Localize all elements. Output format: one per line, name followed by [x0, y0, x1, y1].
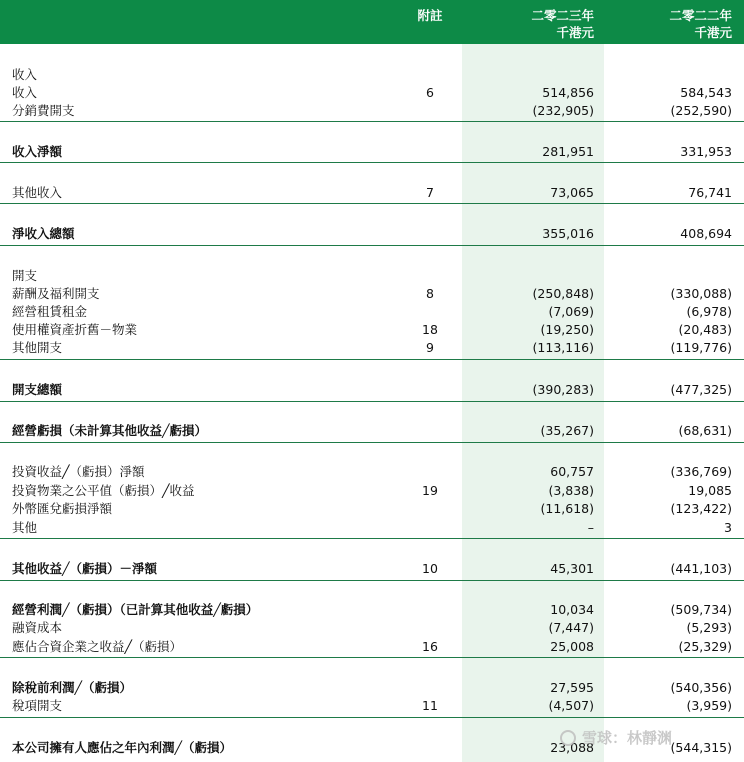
divider — [0, 359, 744, 360]
row-label: 應佔合資企業之收益╱（虧損） — [12, 639, 183, 654]
row-label: 外幣匯兌虧損淨額 — [12, 501, 113, 516]
row-label: 本公司擁有人應佔之年內利潤╱（虧損） — [12, 740, 233, 755]
value-2022: 76,741 — [688, 185, 732, 200]
row-note: 10 — [422, 561, 438, 576]
value-2023: 73,065 — [550, 185, 594, 200]
value-2022: (25,329) — [678, 639, 732, 654]
row-label: 除稅前利潤╱（虧損） — [12, 680, 133, 695]
value-2023: 23,088 — [550, 740, 594, 755]
row-note: 19 — [422, 483, 438, 498]
table-row — [0, 339, 744, 357]
row-note: 6 — [426, 85, 434, 100]
row-label: 淨收入總額 — [12, 226, 75, 241]
row-note: 16 — [422, 639, 438, 654]
row-label: 稅項開支 — [12, 698, 63, 713]
watermark — [560, 727, 672, 748]
value-2023: 514,856 — [542, 85, 594, 100]
divider — [0, 121, 744, 122]
row-note: 8 — [426, 286, 434, 301]
divider — [0, 717, 744, 718]
watermark-text: 雪球：林靜渊 — [582, 729, 673, 747]
value-2022: (544,315) — [670, 740, 732, 755]
table-row — [0, 102, 744, 120]
table-row — [0, 697, 744, 715]
row-label: 融資成本 — [12, 620, 63, 635]
value-2023: 10,034 — [550, 602, 594, 617]
value-2023: (35,267) — [540, 423, 594, 438]
row-label: 使用權資產折舊－物業 — [12, 322, 138, 337]
value-2022: (330,088) — [670, 286, 732, 301]
divider — [0, 203, 744, 204]
value-2022: (477,325) — [670, 382, 732, 397]
divider — [0, 580, 744, 581]
value-2023: (4,507) — [548, 698, 594, 713]
value-2023: 355,016 — [542, 226, 594, 241]
table-row — [0, 601, 744, 619]
table-row — [0, 422, 744, 440]
table-row — [0, 66, 744, 84]
table-row — [0, 463, 744, 481]
table-row — [0, 500, 744, 518]
value-2022: (441,103) — [670, 561, 732, 576]
value-2022: 331,953 — [680, 144, 732, 159]
row-label: 分銷費開支 — [12, 103, 75, 118]
value-2022: (20,483) — [678, 322, 732, 337]
value-2022: (68,631) — [678, 423, 732, 438]
divider — [0, 162, 744, 163]
value-2023: 27,595 — [550, 680, 594, 695]
row-label: 其他 — [12, 520, 38, 535]
note-column-header: 附註 — [417, 8, 443, 23]
divider — [0, 538, 744, 539]
row-note: 11 — [422, 698, 438, 713]
table-row — [0, 184, 744, 202]
table-row — [0, 321, 744, 339]
row-label: 收入淨額 — [12, 144, 63, 159]
row-label: 其他收入 — [12, 185, 63, 200]
value-2023: (3,838) — [548, 483, 594, 498]
divider — [0, 657, 744, 658]
row-label: 其他開支 — [12, 340, 63, 355]
table-row — [0, 285, 744, 303]
value-2023: (7,447) — [548, 620, 594, 635]
value-2022: (123,422) — [670, 501, 732, 516]
value-2022: 408,694 — [680, 226, 732, 241]
value-2022: (6,978) — [686, 304, 732, 319]
value-2023: 25,008 — [550, 639, 594, 654]
value-2022: (252,590) — [670, 103, 732, 118]
divider — [0, 245, 744, 246]
unit-2023-header: 千港元 — [556, 25, 594, 40]
value-2023: (232,905) — [532, 103, 594, 118]
row-label: 經營利潤╱（虧損）（已計算其他收益╱虧損） — [12, 602, 259, 617]
value-2022: (3,959) — [686, 698, 732, 713]
row-label: 經營虧損（未計算其他收益╱虧損） — [12, 423, 208, 438]
row-note: 9 — [426, 340, 434, 355]
value-2023: (390,283) — [532, 382, 594, 397]
row-label: 經營租賃租金 — [12, 304, 88, 319]
row-label: 薪酬及福利開支 — [12, 286, 100, 301]
row-label: 其他收益╱（虧損）－淨額 — [12, 561, 158, 576]
table-row — [0, 381, 744, 399]
row-label: 投資物業之公平值（虧損）╱收益 — [12, 483, 195, 498]
value-2022: (509,734) — [670, 602, 732, 617]
row-label: 投資收益╱（虧損）淨額 — [12, 464, 145, 479]
table-row — [0, 638, 744, 656]
value-2022: (336,769) — [670, 464, 732, 479]
table-row — [0, 267, 744, 285]
table-row — [0, 560, 744, 578]
value-2023: (11,618) — [540, 501, 594, 516]
value-2023: (113,116) — [532, 340, 594, 355]
value-2023: – — [587, 520, 594, 535]
value-2023: (19,250) — [540, 322, 594, 337]
row-label: 收入 — [12, 67, 38, 82]
value-2022: (5,293) — [686, 620, 732, 635]
table-header — [0, 0, 744, 44]
row-note: 18 — [422, 322, 438, 337]
snowball-logo-icon — [560, 730, 576, 746]
divider — [0, 401, 744, 402]
value-2023: (250,848) — [532, 286, 594, 301]
table-row — [0, 619, 744, 637]
divider — [0, 442, 744, 443]
year-2022-header: 二零二二年 — [669, 8, 732, 23]
table-row — [0, 519, 744, 537]
table-row — [0, 482, 744, 500]
unit-2022-header: 千港元 — [694, 25, 732, 40]
value-2023: (7,069) — [548, 304, 594, 319]
row-label: 收入 — [12, 85, 38, 100]
row-label: 開支總額 — [12, 382, 63, 397]
year-2023-header: 二零二三年 — [531, 8, 594, 23]
row-note: 7 — [426, 185, 434, 200]
value-2022: 19,085 — [688, 483, 732, 498]
value-2023: 60,757 — [550, 464, 594, 479]
row-label: 開支 — [12, 268, 38, 283]
value-2023: 281,951 — [542, 144, 594, 159]
table-row — [0, 143, 744, 161]
table-row — [0, 679, 744, 697]
value-2022: 3 — [724, 520, 732, 535]
table-row — [0, 225, 744, 243]
table-row — [0, 303, 744, 321]
table-row — [0, 84, 744, 102]
value-2023: 45,301 — [550, 561, 594, 576]
value-2022: (119,776) — [670, 340, 732, 355]
value-2022: 584,543 — [680, 85, 732, 100]
value-2022: (540,356) — [670, 680, 732, 695]
